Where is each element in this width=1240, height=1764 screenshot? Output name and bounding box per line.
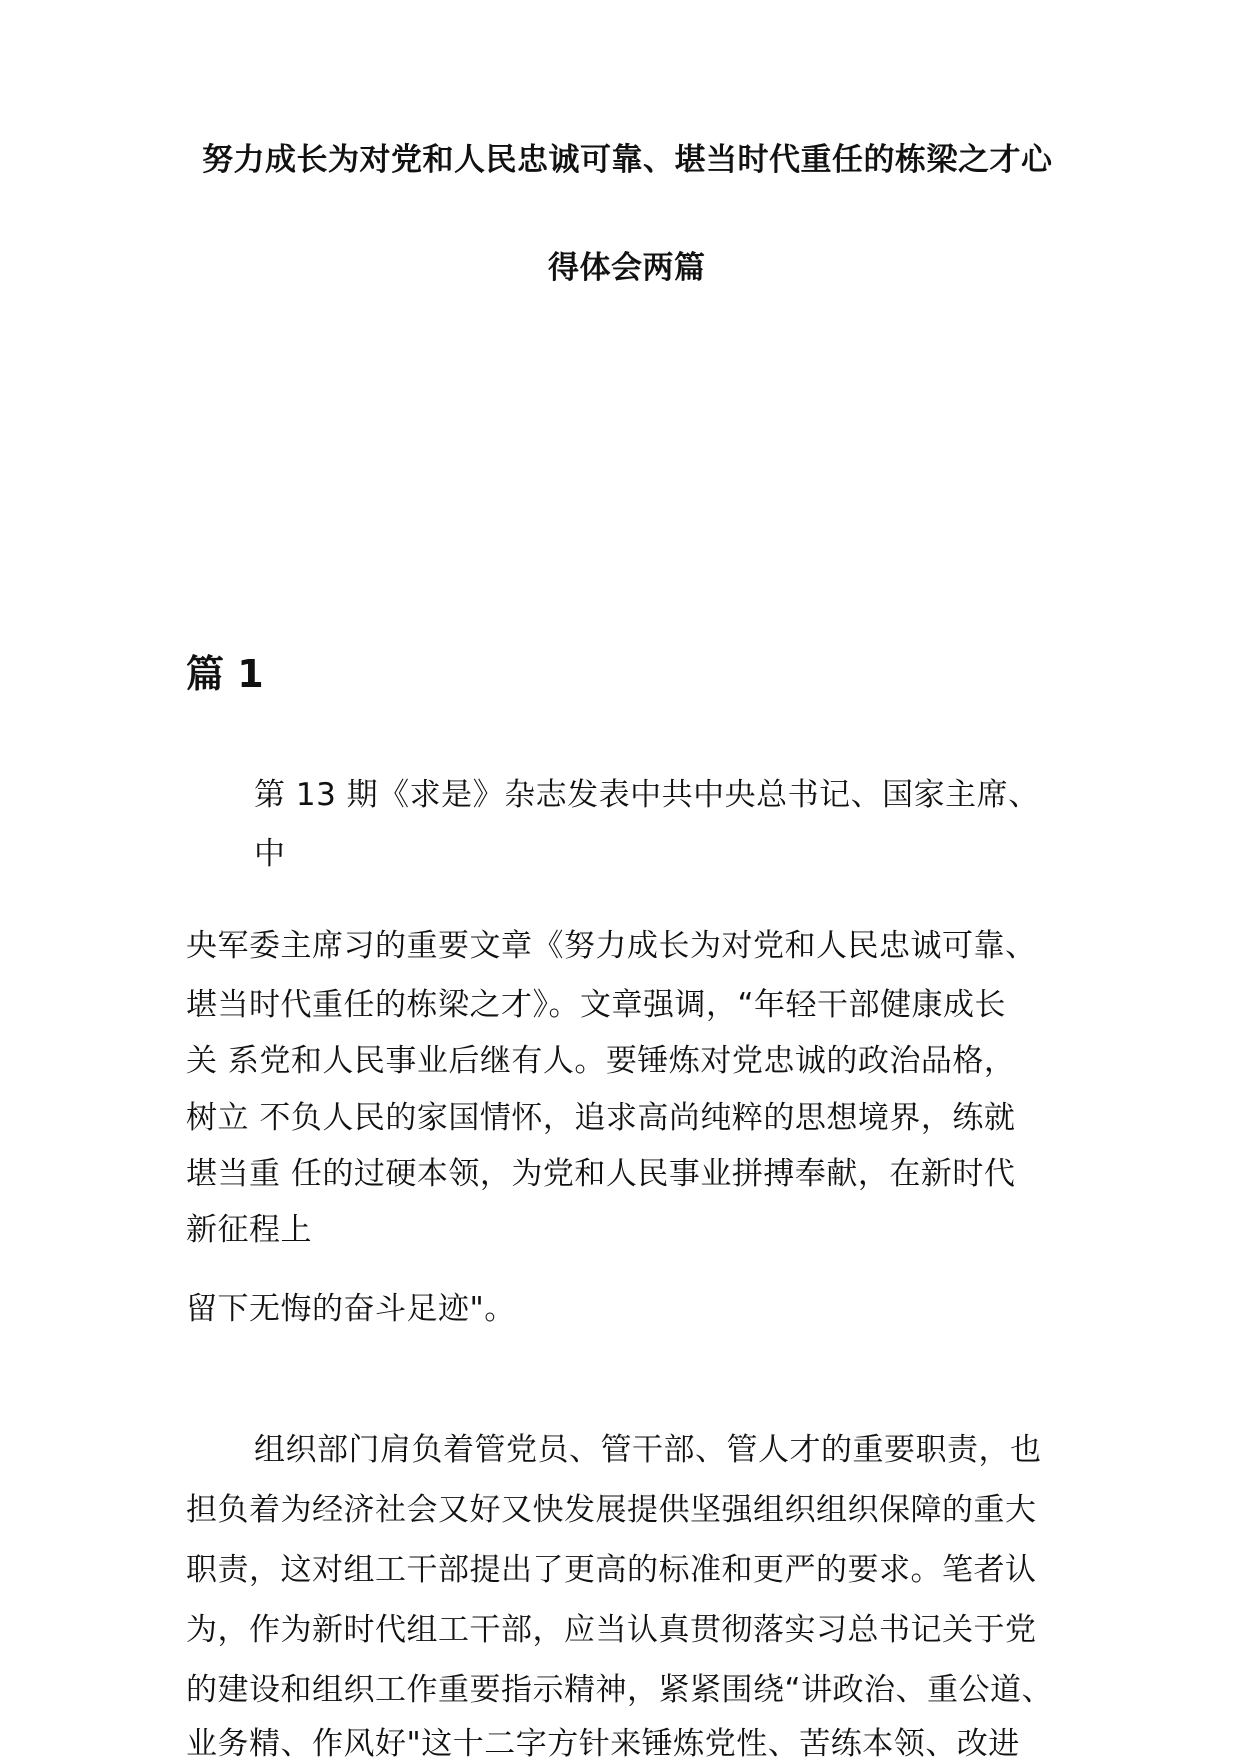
paragraph-line: 第 13 期《求是》杂志发表中共中央总书记、国家主席、 [254,777,1040,813]
paragraph-line: 组织部门肩负着管党员、管干部、管人才的重要职责，也 [254,1432,1042,1468]
doc-title-line-1: 努力成长为对党和人民忠诚可靠、堪当时代重任的栋梁之才心 [202,142,1053,178]
paragraph-line: 的建设和组织工作重要指示精神，紧紧围绕“讲政治、重公道、 [186,1672,1054,1708]
paragraph-line: 央军委主席习的重要文章《努力成长为对党和人民忠诚可靠、 [186,928,1037,964]
paragraph-line: 新征程上 [186,1212,312,1248]
section-heading: 篇 1 [186,652,264,696]
doc-title-line-2: 得体会两篇 [548,250,706,286]
paragraph-line: 留下无悔的奋斗足迹"。 [186,1291,516,1327]
paragraph-line: 业务精、作风好"这十二字方针来锤炼党性、苦练本领、改进 [186,1726,1020,1762]
paragraph-line: 担负着为经济社会又好又快发展提供坚强组织组织保障的重大 [186,1492,1037,1528]
paragraph-line: 关 系党和人民事业后继有人。要锤炼对党忠诚的政治品格， [186,1043,1016,1079]
paragraph-line: 树立 不负人民的家国情怀，追求高尚纯粹的思想境界，练就 [186,1100,1016,1136]
paragraph-line: 堪当时代重任的栋梁之才》。文章强调，“年轻干部健康成长 [186,987,1007,1023]
paragraph-line: 中 [254,836,286,872]
paragraph-line: 职责，这对组工干部提出了更高的标准和更严的要求。笔者认 [186,1552,1037,1588]
paragraph-line: 堪当重 任的过硬本领，为党和人民事业拼搏奉献，在新时代 [186,1156,1016,1192]
paragraph-line: 为，作为新时代组工干部，应当认真贯彻落实习总书记关于党 [186,1612,1037,1648]
